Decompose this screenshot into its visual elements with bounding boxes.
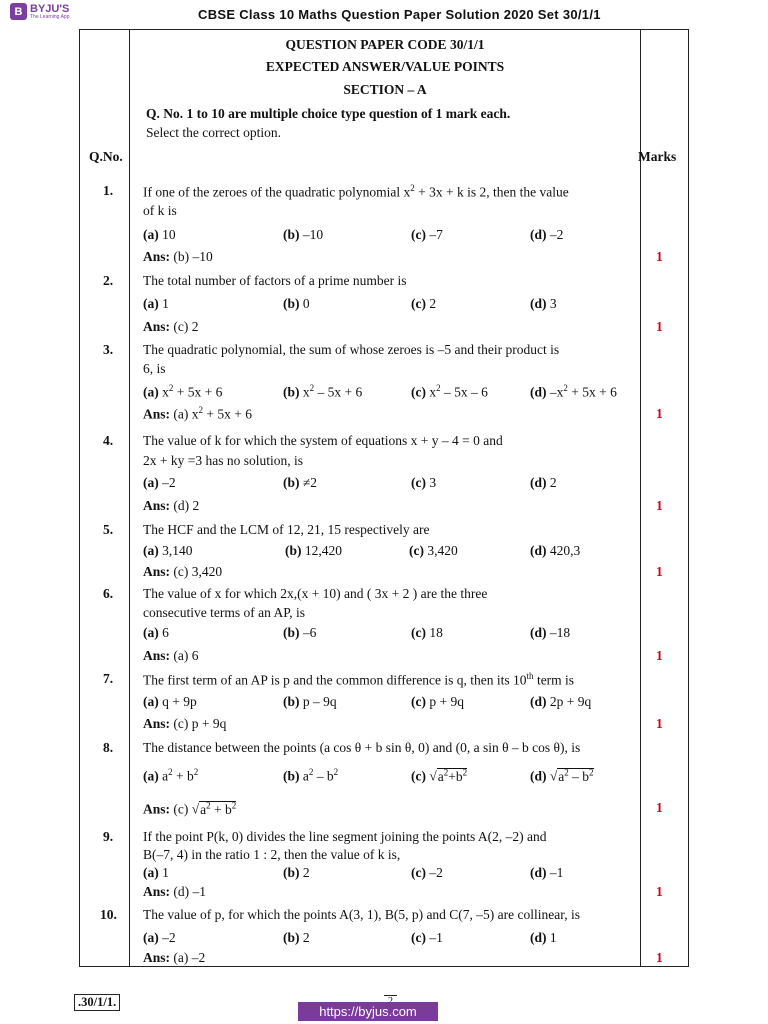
- option-c: (c) –1: [411, 930, 443, 945]
- column-divider-left: [129, 30, 130, 966]
- option-c: (c) 18: [411, 625, 443, 640]
- answer: Ans: (a) –2: [143, 950, 206, 965]
- question-number: 6.: [103, 586, 114, 601]
- brand-tagline: The Learning App: [30, 13, 70, 20]
- answer: Ans: (c) 3,420: [143, 564, 223, 579]
- question-text-line2: B(–7, 4) in the ratio 1 : 2, then the value of k is,: [143, 847, 401, 862]
- mark-value: 1: [656, 800, 663, 815]
- option-a: (a) 10: [143, 227, 176, 242]
- option-b: (b) 12,420: [285, 543, 342, 558]
- expected-answers-title: EXPECTED ANSWER/VALUE POINTS: [265, 59, 505, 74]
- byjus-logo-icon: B: [10, 3, 27, 20]
- option-c: (c) 3,420: [409, 543, 458, 558]
- footer-url-link[interactable]: https://byjus.com: [298, 1002, 438, 1021]
- question-text: The HCF and the LCM of 12, 21, 15 respectively are: [143, 522, 430, 537]
- answer: Ans: (d) –1: [143, 884, 207, 899]
- brand-name: BYJU'S: [30, 2, 70, 15]
- instruction: Q. No. 1 to 10 are multiple choice type question of 1 mark each.: [146, 106, 511, 121]
- byjus-logo: [10, 3, 69, 20]
- option-d: (d) –18: [530, 625, 571, 640]
- answer: Ans: (c) p + 9q: [143, 716, 227, 731]
- option-c: (c) $√a^2+b^2$: [411, 767, 468, 784]
- option-c: (c) –7: [411, 227, 443, 242]
- question-text: The value of x for which 2x,(x + 10) and ( 3x + 2 ) are the three: [143, 586, 488, 601]
- mark-value: 1: [656, 884, 663, 899]
- option-b: (b) $a^2 - b^2$: [283, 767, 339, 784]
- question-number: 5.: [103, 522, 114, 537]
- column-divider-right: [640, 30, 641, 966]
- question-number: 10.: [100, 907, 117, 922]
- question-number: 1.: [103, 183, 114, 198]
- answer: Ans: (a) 6: [143, 648, 199, 663]
- option-c: (c) $x^2 - 5x - 6$: [411, 383, 488, 400]
- mark-value: 1: [656, 498, 663, 513]
- question-text-line2: 2x + ky =3 has no solution, is: [143, 453, 303, 468]
- mark-value: 1: [656, 648, 663, 663]
- option-d: (d) 1: [530, 930, 557, 945]
- option-c: (c) p + 9q: [411, 694, 464, 709]
- option-b: (b) p – 9q: [283, 694, 337, 709]
- mark-value: 1: [656, 319, 663, 334]
- option-d: (d) 2: [530, 475, 557, 490]
- question-text: The total number of factors of a prime number is: [143, 273, 407, 288]
- question-number: 8.: [103, 740, 114, 755]
- option-d: (d) –2: [530, 227, 564, 242]
- option-b: (b) 2: [283, 865, 310, 880]
- option-d: (d) 420,3: [530, 543, 581, 558]
- option-a: (a) $a^2 + b^2$: [143, 767, 199, 784]
- question-text: The value of k for which the system of equations x + y – 4 = 0 and: [143, 433, 503, 448]
- question-text: If one of the zeroes of the quadratic polynomial $x^2 + 3x + k$ is 2, then the value: [143, 183, 569, 200]
- option-d: (d) 2p + 9q: [530, 694, 592, 709]
- question-text-line2: consecutive terms of an AP, is: [143, 605, 305, 620]
- mark-value: 1: [656, 406, 663, 421]
- question-text: The quadratic polynomial, the sum of whose zeroes is –5 and their product is: [143, 342, 560, 357]
- question-number: 3.: [103, 342, 114, 357]
- section-title: SECTION – A: [343, 82, 427, 97]
- option-c: (c) –2: [411, 865, 443, 880]
- option-a: (a) $x^2 + 5x + 6$: [143, 383, 223, 400]
- answer: Ans: (c) $√a^2 + b^2$: [143, 800, 237, 817]
- mark-value: 1: [656, 950, 663, 965]
- page-header: CBSE Class 10 Maths Question Paper Solution 2020 Set 30/1/1: [198, 7, 601, 22]
- option-c: (c) 3: [411, 475, 437, 490]
- option-a: (a) 6: [143, 625, 169, 640]
- qno-label: Q.No.: [89, 149, 123, 164]
- question-text-line2: 6, is: [143, 361, 166, 376]
- option-d: (d) $√a^2 - b^2$: [530, 767, 594, 784]
- mark-value: 1: [656, 564, 663, 579]
- option-b: (b) –6: [283, 625, 317, 640]
- question-text-line2: of k is: [143, 203, 177, 218]
- option-b: (b) –10: [283, 227, 324, 242]
- marks-label: Marks: [638, 149, 677, 164]
- option-b: (b) $x^2 - 5x + 6$: [283, 383, 363, 400]
- answer: Ans: (b) –10: [143, 249, 213, 264]
- footer-paper-code: .30/1/1.: [74, 994, 120, 1011]
- option-d: (d) –1: [530, 865, 564, 880]
- option-b: (b) ≠2: [283, 475, 318, 490]
- question-text: The value of p, for which the points A(3, 1), B(5, p) and C(7, –5) are collinear, is: [143, 907, 580, 922]
- question-number: 4.: [103, 433, 114, 448]
- option-a: (a) –2: [143, 475, 176, 490]
- paper-code: QUESTION PAPER CODE 30/1/1: [285, 37, 485, 52]
- option-a: (a) 3,140: [143, 543, 193, 558]
- option-b: (b) 2: [283, 930, 310, 945]
- option-a: (a) 1: [143, 865, 169, 880]
- question-text: The distance between the points (a cos θ + b sin θ, 0) and (0, a sin θ – b cos θ), is: [143, 740, 581, 755]
- mark-value: 1: [656, 716, 663, 731]
- option-d: (d) $-x^2 + 5x + 6$: [530, 383, 617, 400]
- question-number: 9.: [103, 829, 114, 844]
- answer: Ans: (a) $x^2 + 5x + 6$: [143, 405, 252, 422]
- answer: Ans: (d) 2: [143, 498, 200, 513]
- option-a: (a) 1: [143, 296, 169, 311]
- option-a: (a) q + 9p: [143, 694, 197, 709]
- select-option-note: Select the correct option.: [146, 125, 281, 140]
- question-number: 2.: [103, 273, 114, 288]
- question-number: 7.: [103, 671, 114, 686]
- question-text: If the point P(k, 0) divides the line segment joining the points A(2, –2) and: [143, 829, 547, 844]
- option-d: (d) 3: [530, 296, 557, 311]
- option-b: (b) 0: [283, 296, 310, 311]
- option-c: (c) 2: [411, 296, 437, 311]
- option-a: (a) –2: [143, 930, 176, 945]
- mark-value: 1: [656, 249, 663, 264]
- answer: Ans: (c) 2: [143, 319, 199, 334]
- question-text: The first term of an AP is p and the common difference is q, then its 10th term is: [143, 671, 575, 688]
